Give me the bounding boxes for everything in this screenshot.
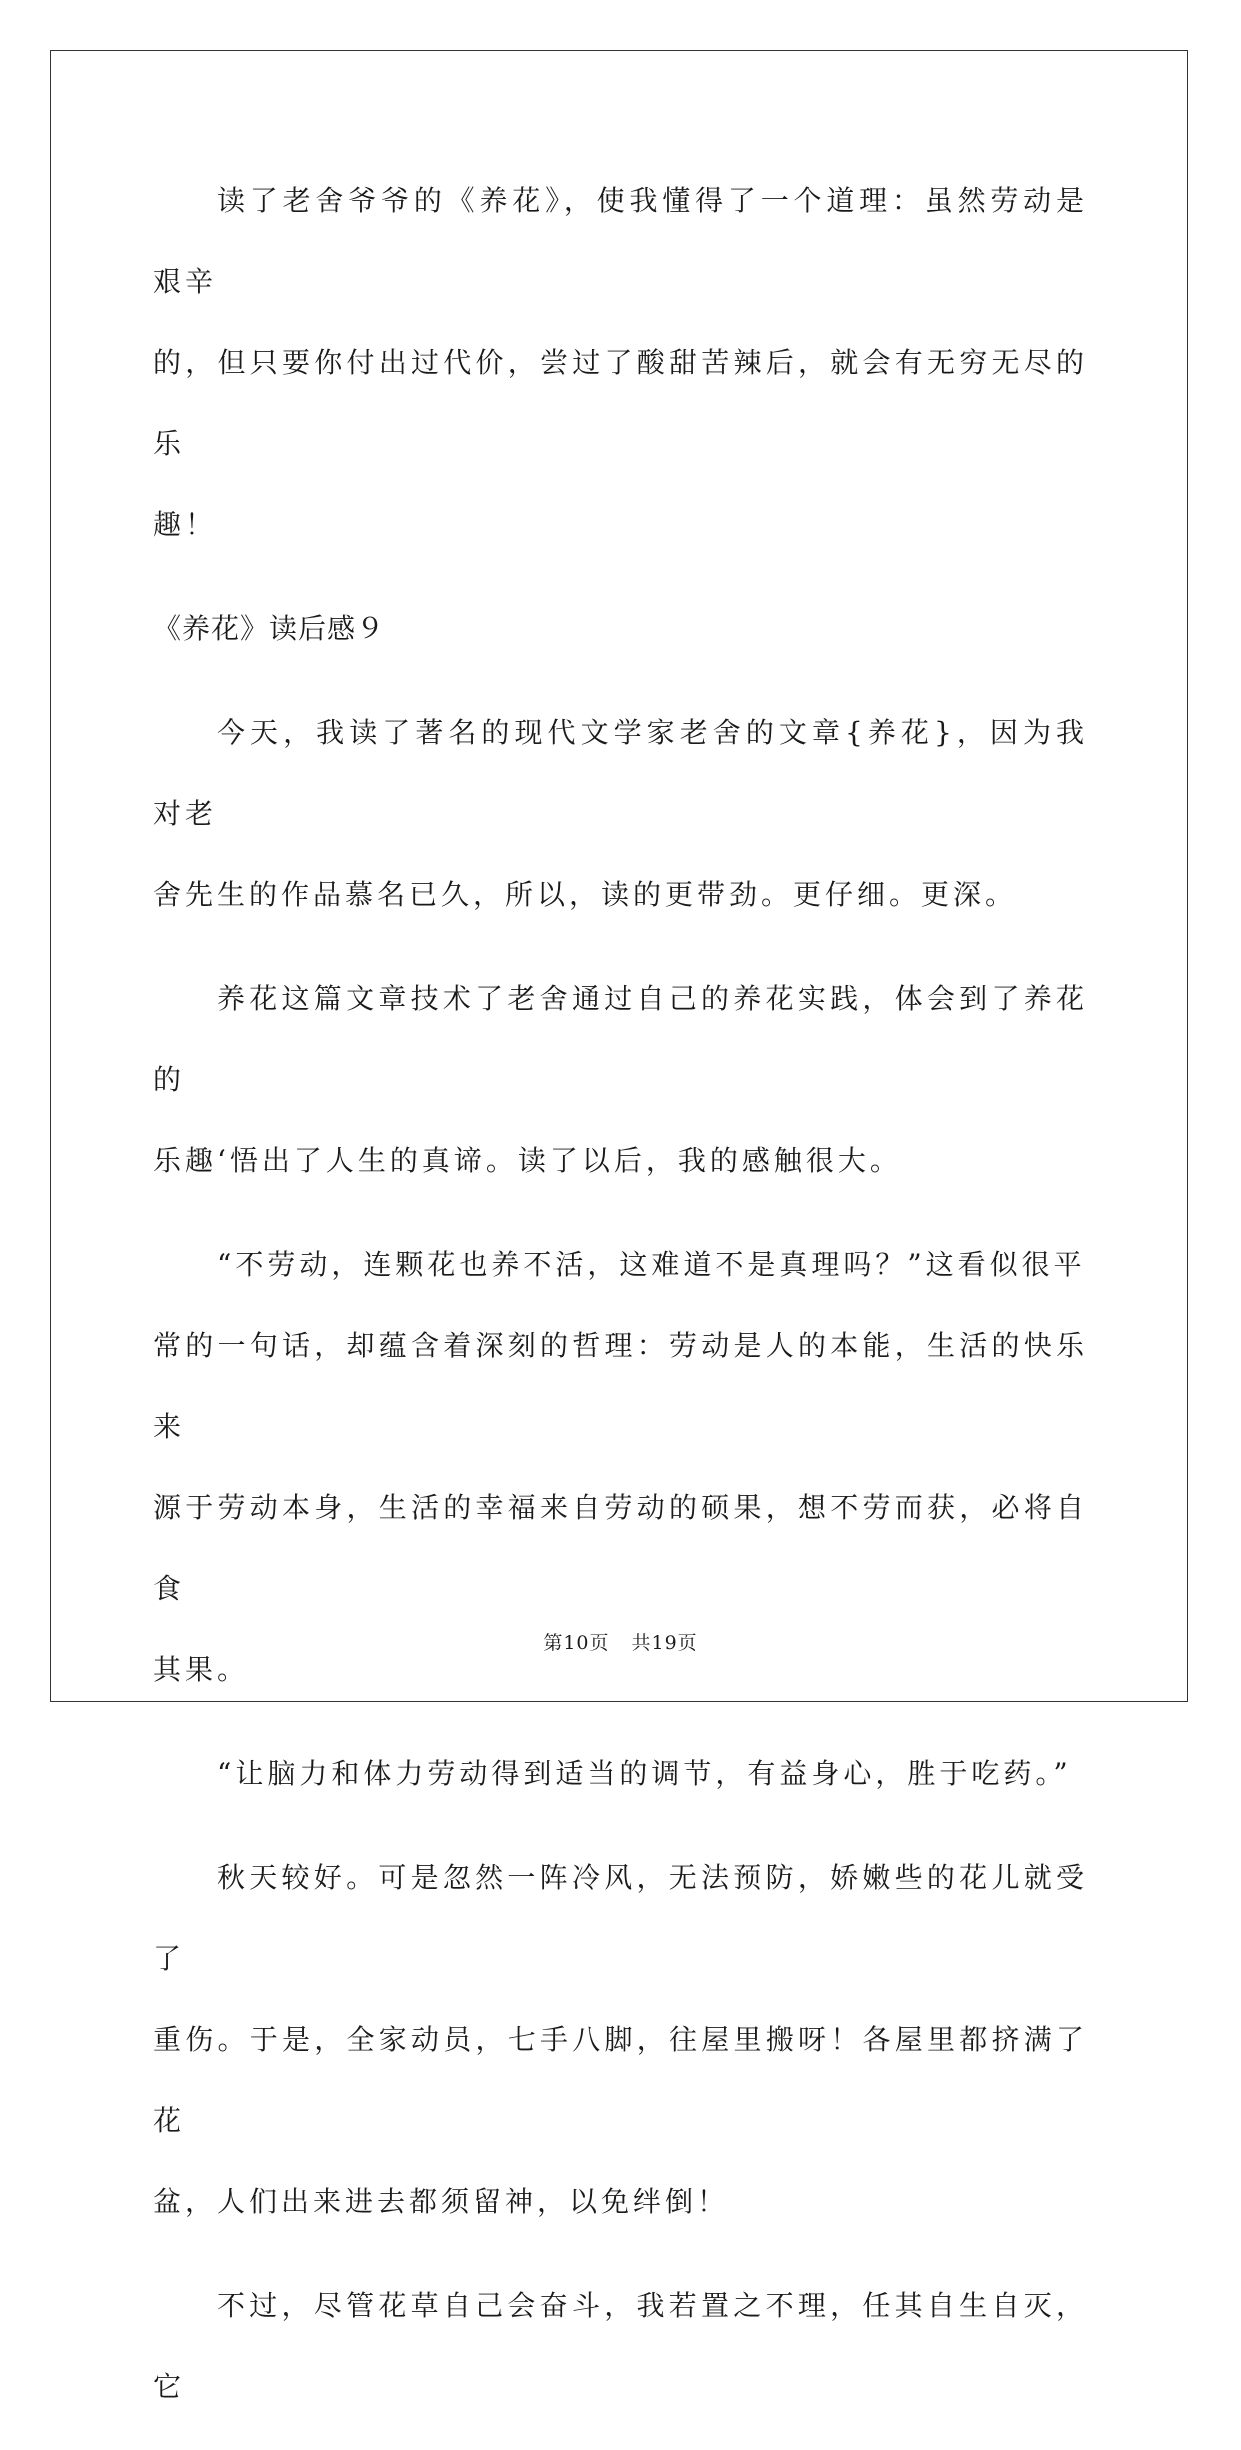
page-footer (0, 1628, 1241, 1655)
text-line: 源于劳动本身，生活的幸福来自劳动的硕果，想不劳而获，必将自食 (153, 1491, 1088, 1605)
text-line: 读了老舍爷爷的《养花》，使我懂得了一个道理：虽然劳动是艰辛 (153, 184, 1088, 298)
text-line: 其果。 (153, 1653, 250, 1686)
text-line: 养花这篇文章技术了老舍通过自己的养花实践，体会到了养花的 (153, 982, 1088, 1096)
text-line: 的，但只要你付出过代价，尝过了酸甜苦辣后，就会有无穷无尽的乐 (153, 346, 1088, 460)
paragraph-7 (153, 2265, 1088, 2427)
heading-text: 《养花》读后感９ (153, 612, 386, 645)
paragraph-2 (153, 692, 1088, 935)
section-heading (153, 588, 1088, 669)
text-line: 不过，尽管花草自己会奋斗，我若置之不理，任其自生自灭，它 (153, 2289, 1088, 2403)
document-body (153, 160, 1088, 2450)
text-line: 乐趣‘悟出了人生的真谛。读了以后，我的感触很大。 (153, 1144, 902, 1177)
text-line: 盆，人们出来进去都须留神，以免绊倒！ (153, 2185, 730, 2218)
text-line: 秋天较好。可是忽然一阵冷风，无法预防，娇嫩些的花儿就受了 (153, 1861, 1088, 1975)
text-line: 重伤。于是，全家动员，七手八脚，往屋里搬呀！各屋里都挤满了花 (153, 2023, 1088, 2137)
text-line: 常的一句话，却蕴含着深刻的哲理：劳动是人的本能，生活的快乐来 (153, 1329, 1088, 1443)
paragraph-3 (153, 958, 1088, 1201)
text-line: 趣！ (153, 508, 218, 541)
page-number: 第10页 (543, 1632, 610, 1654)
paragraph-1 (153, 160, 1088, 565)
text-line: “不劳动，连颗花也养不活，这难道不是真理吗？”这看似很平 (217, 1248, 1086, 1281)
text-line: 今天，我读了著名的现代文学家老舍的文章{养花}，因为我对老 (153, 716, 1088, 830)
page-total: 共19页 (631, 1632, 698, 1654)
paragraph-5 (153, 1733, 1088, 1814)
paragraph-6 (153, 1837, 1088, 2242)
text-line: 舍先生的作品慕名已久，所以，读的更带劲。更仔细。更深。 (153, 878, 1018, 911)
text-line: “让脑力和体力劳动得到适当的调节，有益身心，胜于吃药。” (217, 1757, 1072, 1790)
